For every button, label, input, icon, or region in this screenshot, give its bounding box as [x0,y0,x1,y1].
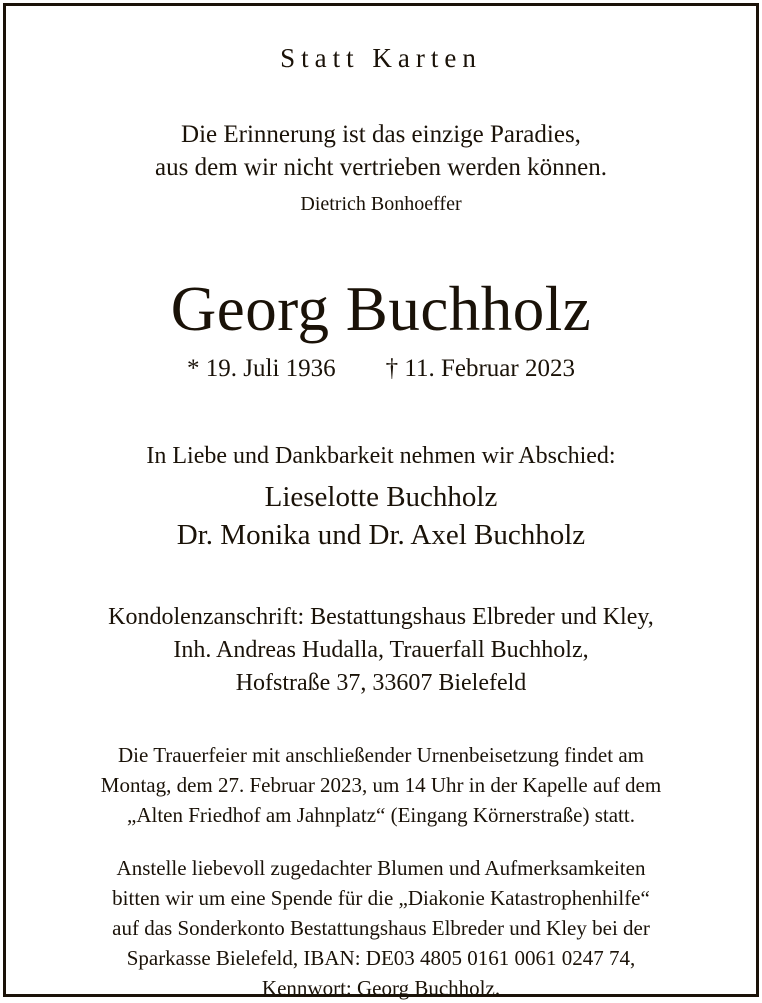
quote-line-1: Die Erinnerung ist das einzige Paradies, [181,121,581,149]
obituary-content [6,42,756,1003]
funeral-details-line-2: Montag, dem 27. Februar 2023, um 14 Uhr in der Kapelle auf dem [100,773,662,798]
condolence-address-block [32,601,730,700]
donation-line-1: Anstelle liebevoll zugedachter Blumen und Aufmerksamkeiten [116,856,646,881]
memorial-quote-block [32,118,730,217]
donation-keyword-line: Kennwort: Georg Buchholz. [261,976,501,1001]
funeral-details-line-1: Die Trauerfeier mit anschließender Urnenbeisetzung findet am [118,743,644,768]
donation-line-2: bitten wir um eine Spende für die „Diakonie Katastrophenhilfe“ [112,886,650,911]
survivors-intro-text: In Liebe und Dankbarkeit nehmen wir Abschied: [146,442,616,469]
condolence-line-2: Inh. Andreas Hudalla, Trauerfall Buchholz, [173,637,589,664]
statt-karten-heading: Statt Karten [280,43,482,73]
survivors-block [32,441,730,555]
obituary-border-frame [3,3,759,1001]
funeral-details-block [32,740,730,830]
donation-iban-line: Sparkasse Bielefeld, IBAN: DE03 4805 0161 0061 0247 74, [126,946,636,971]
condolence-line-3: Hofstraße 37, 33607 Bielefeld [235,670,527,697]
deceased-name-block [32,275,730,384]
quote-line-2: aus dem wir nicht vertrieben werden können. [155,154,607,182]
funeral-details-line-3: „Alten Friedhof am Jahnplatz“ (Eingang Körnerstraße) statt. [127,803,635,828]
condolence-line-1: Kondolenzanschrift: Bestattungshaus Elbreder und Kley, [108,603,654,630]
birth-death-dates: * 19. Juli 1936 † 11. Februar 2023 [187,355,575,383]
donation-line-3: auf das Sonderkonto Bestattungshaus Elbreder und Kley bei der [112,916,650,941]
survivor-name-2: Dr. Monika und Dr. Axel Buchholz [176,519,586,552]
quote-author: Dietrich Bonhoeffer [300,193,462,216]
donation-request-block [32,853,730,1003]
deceased-name: Georg Buchholz [170,274,592,345]
survivor-name-1: Lieselotte Buchholz [264,480,498,513]
